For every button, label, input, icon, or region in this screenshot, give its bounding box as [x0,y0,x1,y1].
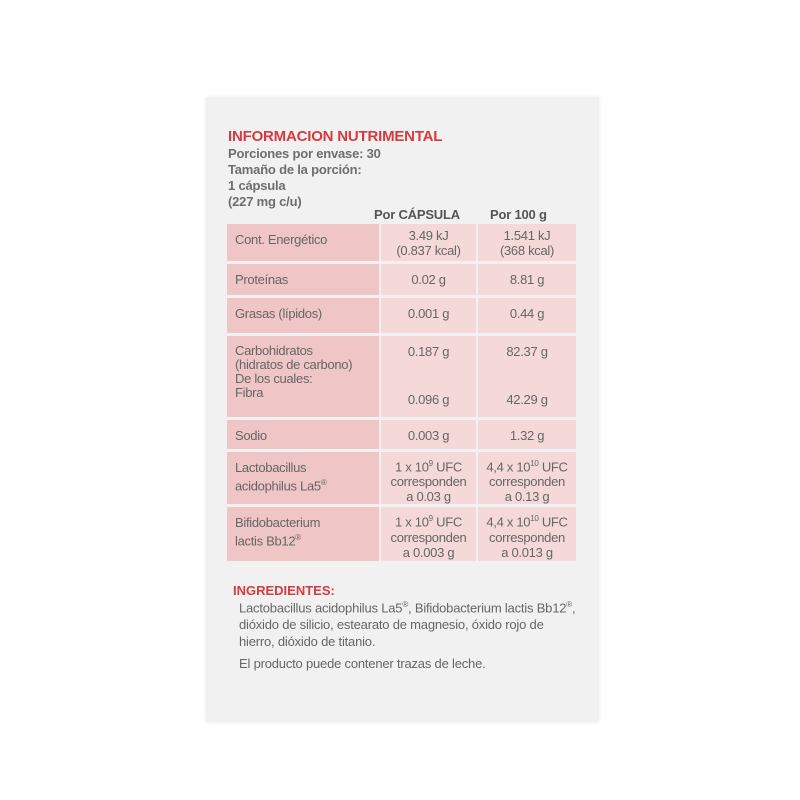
allergen-note: El producto puede contener trazas de leche. [239,656,486,671]
row-label: Lactobacillus acidophilus La5® [227,452,381,507]
cell-per-capsule: 1 x $10^9$ UFC corresponden a 0.003 g [381,507,478,561]
serving-size-label: Tamaño de la porción: [228,162,362,177]
col-header-per-capsule: Por CÁPSULA [374,207,460,222]
col-header-per-100g: Por 100 g [490,207,547,222]
cell-per-100g: 1.541 kJ (368 kcal) [478,224,576,264]
table-row [227,264,576,298]
ingredients-text: Lactobacillus acidophilus La5®, Bifidobacterium lactis Bb12®, dióxido de silicio, estearato de magnesio, óxido rojo de hierro, dióxido de titanio. [239,600,576,650]
table-row [227,507,576,561]
cell-per-100g: 4,4 x $10^{10}$ UFC corresponden a 0.013 g [478,507,576,561]
cell-per-capsule: 0.02 g [381,264,478,298]
row-label: Cont. Energético [227,224,381,264]
cell-per-100g: 82.37 g 42.29 g [478,336,576,420]
cell-per-capsule: 0.001 g [381,298,478,336]
serving-size-value: 1 cápsula [228,178,286,193]
table-row [227,420,576,452]
ingredients-title: INGREDIENTES: [233,583,335,598]
row-label: Proteínas [227,264,381,298]
nutrition-panel [206,97,599,722]
nutrition-table [227,224,576,561]
table-row [227,224,576,264]
cell-per-100g: 8.81 g [478,264,576,298]
row-label: Bifidobacterium lactis Bb12® [227,507,381,561]
cell-per-capsule: 1 x $10^9$ UFC corresponden a 0.03 g [381,452,478,507]
cell-per-capsule: 0.003 g [381,420,478,452]
cell-per-100g: 4,4 x $10^{10}$ UFC corresponden a 0.13 g [478,452,576,507]
servings-per-container: Porciones por envase: 30 [228,146,381,161]
table-row [227,452,576,507]
cell-per-capsule: 3.49 kJ (0.837 kcal) [381,224,478,264]
row-label: Carbohidratos (hidratos de carbono) De los cuales: Fibra [227,336,381,420]
cell-per-capsule: 0.187 g 0.096 g [381,336,478,420]
cell-per-100g: 1.32 g [478,420,576,452]
panel-title: INFORMACION NUTRIMENTAL [228,128,443,145]
table-row [227,336,576,420]
row-label: Sodio [227,420,381,452]
row-label: Grasas (lípidos) [227,298,381,336]
product-box [206,97,599,722]
cell-per-100g: 0.44 g [478,298,576,336]
table-row [227,298,576,336]
serving-size-weight: (227 mg c/u) [228,194,302,209]
